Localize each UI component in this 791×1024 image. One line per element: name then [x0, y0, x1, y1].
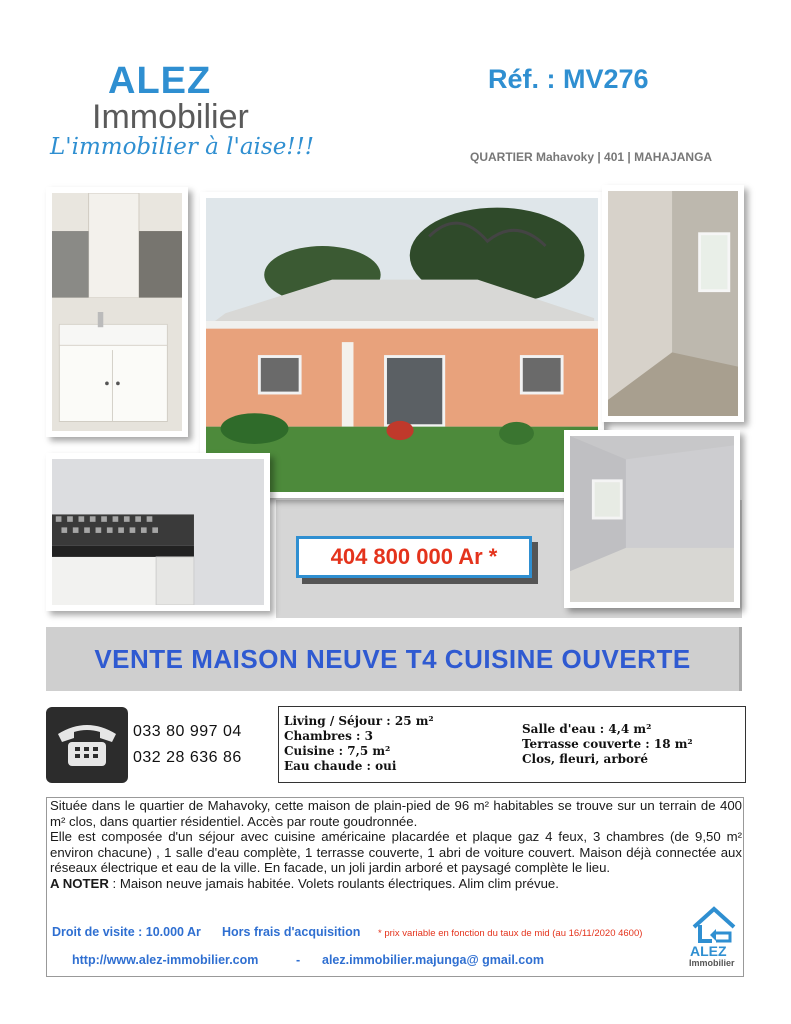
listing-location: QUARTIER Mahavoky | 401 | MAHAJANGA	[470, 150, 713, 164]
website-link[interactable]: http://www.alez-immobilier.com	[72, 953, 259, 967]
photo-bathroom[interactable]	[46, 187, 188, 437]
photo-kitchen[interactable]	[46, 453, 270, 611]
footer-brand-subtitle: Immobilier	[689, 958, 735, 968]
spec-hot-water: Eau chaude : oui	[284, 759, 397, 773]
note-text: : Maison neuve jamais habitée. Volets roulants électriques. Alim clim prévue.	[108, 875, 559, 891]
photo-living-room[interactable]	[564, 430, 740, 608]
listing-reference: Réf. : MV276	[488, 64, 649, 94]
spec-bedrooms: Chambres : 3	[284, 729, 373, 743]
spec-living: Living / Séjour : 25 m²	[284, 714, 434, 728]
footer-brand: ALEZ	[690, 943, 727, 959]
spec-garden: Clos, fleuri, arboré	[522, 752, 648, 766]
brand-subtitle: Immobilier	[92, 98, 249, 136]
telephone-icon	[46, 707, 128, 783]
acquisition-fees: Hors frais d'acquisition	[222, 925, 361, 939]
price-box	[296, 536, 532, 578]
photo-bedroom[interactable]	[602, 185, 744, 422]
note-label: A NOTER	[50, 875, 109, 891]
spec-kitchen: Cuisine : 7,5 m²	[284, 744, 391, 758]
spec-terrace: Terrasse couverte : 18 m²	[522, 737, 693, 751]
spec-bathroom: Salle d'eau : 4,4 m²	[522, 722, 652, 736]
phone-number-2[interactable]: 032 28 636 86	[133, 749, 242, 766]
footer-separator: -	[296, 953, 301, 967]
visit-fee: Droit de visite : 10.000 Ar	[52, 925, 201, 939]
description	[50, 798, 742, 891]
listing-title: VENTE MAISON NEUVE T4 CUISINE OUVERTE	[94, 643, 691, 674]
email-link[interactable]: alez.immobilier.majunga@ gmail.com	[322, 953, 544, 967]
brand-tagline: L'immobilier à l'aise!!!	[50, 134, 315, 160]
description-note	[50, 876, 742, 892]
price-footnote: * prix variable en fonction du taux de mid (au 16/11/2020 4600)	[378, 928, 643, 939]
phone-number-1[interactable]: 033 80 997 04	[133, 723, 242, 740]
description-paragraph-2: Elle est composée d'un séjour avec cuisine américaine placardée et plaque gaz 4 feux, 3 chambres (de 9,50 m² environ chacune) , 1 salle d'eau complète, 1 terrasse couverte, 1 abri de voiture couvert. Maison déjà connectée aux réseaux électrique et eau de la ville. En facade, un joli jardin arboré et paysagé complète le lieu.	[50, 829, 742, 875]
price-value: 404 800 000 Ar *	[330, 544, 498, 569]
title-banner	[46, 627, 742, 691]
description-paragraph-1: Située dans le quartier de Mahavoky, cette maison de plain-pied de 96 m² habitables se trouve sur un terrain de 400 m² clos, dans quartier résidentiel. Accès par route goudronnée.	[50, 798, 742, 829]
brand-logo: ALEZ	[108, 60, 212, 102]
